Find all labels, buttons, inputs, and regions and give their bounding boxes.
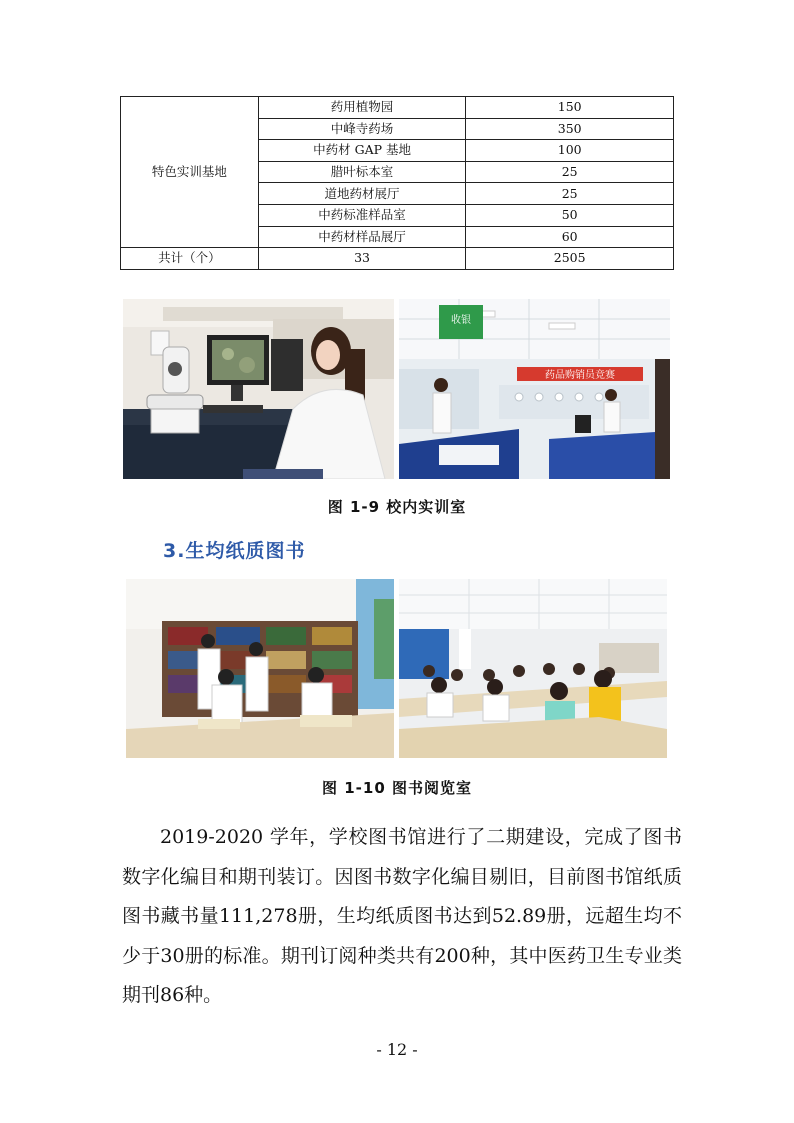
table-cell-value: 150 — [466, 97, 674, 119]
cashier-sign — [439, 305, 483, 339]
table-cell-name: 腊叶标本室 — [258, 161, 466, 183]
training-base-table-container — [120, 96, 674, 270]
section-heading: 3.生均纸质图书 — [163, 540, 306, 562]
figure-1-10-caption: 图 1-10 图书阅览室 — [322, 779, 472, 797]
table-cell-name: 中峰寺药场 — [258, 118, 466, 140]
figure-1-9-caption: 图 1-9 校内实训室 — [327, 498, 467, 516]
microscope-lab-photo — [123, 299, 394, 479]
training-base-table — [120, 96, 674, 270]
table-cell-value: 100 — [466, 140, 674, 162]
page-number: - 12 - — [376, 1040, 418, 1059]
table-cell-value: 60 — [466, 226, 674, 248]
table-cell-name: 中药材样品展厅 — [258, 226, 466, 248]
table-cell-name: 中药材 GAP 基地 — [258, 140, 466, 162]
body-paragraph: 2019-2020 学年，学校图书馆进行了二期建设，完成了图书数字化编目和期刊装订。因图书数字化编目剔旧，目前图书馆纸质图书藏书量111,278册，生均纸质图书达到52.89册，远超生均不少于30册的标准。期刊订阅种类共有200种，其中医药卫生专业类期刊86种。 — [122, 826, 682, 1006]
table-cell-name: 道地药材展厅 — [258, 183, 466, 205]
table-row — [121, 97, 674, 119]
pharmacy-training-photo — [399, 299, 670, 479]
table-cell-name: 药用植物园 — [258, 97, 466, 119]
group-label-cell: 特色实训基地 — [121, 97, 259, 248]
body-paragraph-container — [122, 818, 682, 1016]
table-cell-value: 350 — [466, 118, 674, 140]
competition-banner-text: 药品购销员竞赛 — [545, 370, 615, 381]
total-label-cell: 共计（个） — [121, 248, 259, 270]
table-cell-value: 50 — [466, 204, 674, 226]
total-value-cell: 2505 — [466, 248, 674, 270]
table-cell-name: 中药标准样品室 — [258, 204, 466, 226]
total-count-cell: 33 — [258, 248, 466, 270]
table-cell-value: 25 — [466, 161, 674, 183]
table-total-row — [121, 248, 674, 270]
library-bookshelf-photo — [126, 579, 394, 758]
competition-banner — [517, 367, 643, 381]
cashier-sign-text: 收银 — [451, 315, 471, 326]
reading-room-photo — [399, 579, 667, 758]
table-cell-value: 25 — [466, 183, 674, 205]
